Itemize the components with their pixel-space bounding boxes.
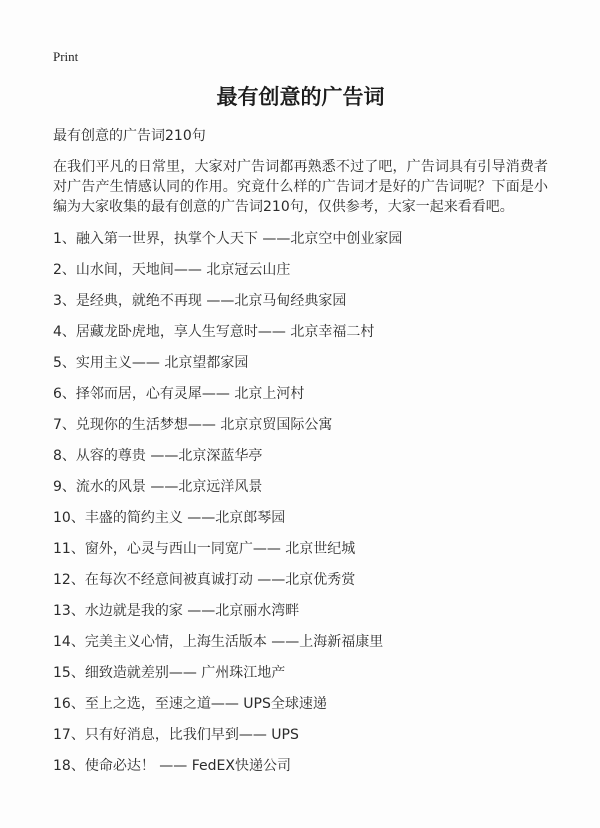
slogan-item-9: 9、流水的风景 ——北京远洋风景 (53, 479, 263, 495)
slogan-item-16: 16、至上之选，至速之道—— UPS全球速递 (53, 696, 327, 712)
page-title: 最有创意的广告词 (216, 85, 385, 109)
slogan-item-2: 2、山水间，天地间—— 北京冠云山庄 (53, 262, 291, 278)
slogan-list (53, 232, 548, 773)
slogan-item-17: 17、只有好消息，比我们早到—— UPS (53, 727, 299, 743)
slogan-item-18: 18、使命必达！ —— FedEX快递公司 (53, 758, 291, 774)
slogan-item-7: 7、兑现你的生活梦想—— 北京京贸国际公寓 (53, 417, 333, 433)
slogan-item-12: 12、在每次不经意间被真诚打动 ——北京优秀赏 (53, 572, 356, 588)
slogan-item-11: 11、窗外，心灵与西山一同宽广—— 北京世纪城 (53, 541, 356, 557)
print-link[interactable]: Print (53, 49, 79, 64)
slogan-item-3: 3、是经典，就绝不再现 ——北京马甸经典家园 (53, 293, 347, 309)
slogan-item-13: 13、水边就是我的家 ——北京丽水湾畔 (53, 603, 300, 619)
intro-paragraph: 在我们平凡的日常里，大家对广告词都再熟悉不过了吧，广告词具有引导消费者对广告产生情感认同的作用。究竟什么样的广告词才是好的广告词呢？下面是小编为大家收集的最有创意的广告词210句，仅供参考，大家一起来看看吧。 (53, 159, 548, 215)
slogan-item-1: 1、融入第一世界，执掌个人天下 ——北京空中创业家园 (53, 231, 403, 247)
slogan-item-8: 8、从容的尊贵 ——北京深蓝华亭 (53, 448, 263, 464)
slogan-item-15: 15、细致造就差别—— 广州珠江地产 (53, 665, 286, 681)
slogan-item-6: 6、择邻而居，心有灵犀—— 北京上河村 (53, 386, 305, 402)
document-subtitle: 最有创意的广告词210句 (53, 128, 206, 144)
slogan-item-5: 5、实用主义—— 北京望都家园 (53, 355, 249, 371)
slogan-item-10: 10、丰盛的简约主义 ——北京郎琴园 (53, 510, 286, 526)
slogan-item-4: 4、居藏龙卧虎地，享人生写意时—— 北京幸福二村 (53, 324, 375, 340)
slogan-item-14: 14、完美主义心情，上海生活版本 ——上海新福康里 (53, 634, 384, 650)
